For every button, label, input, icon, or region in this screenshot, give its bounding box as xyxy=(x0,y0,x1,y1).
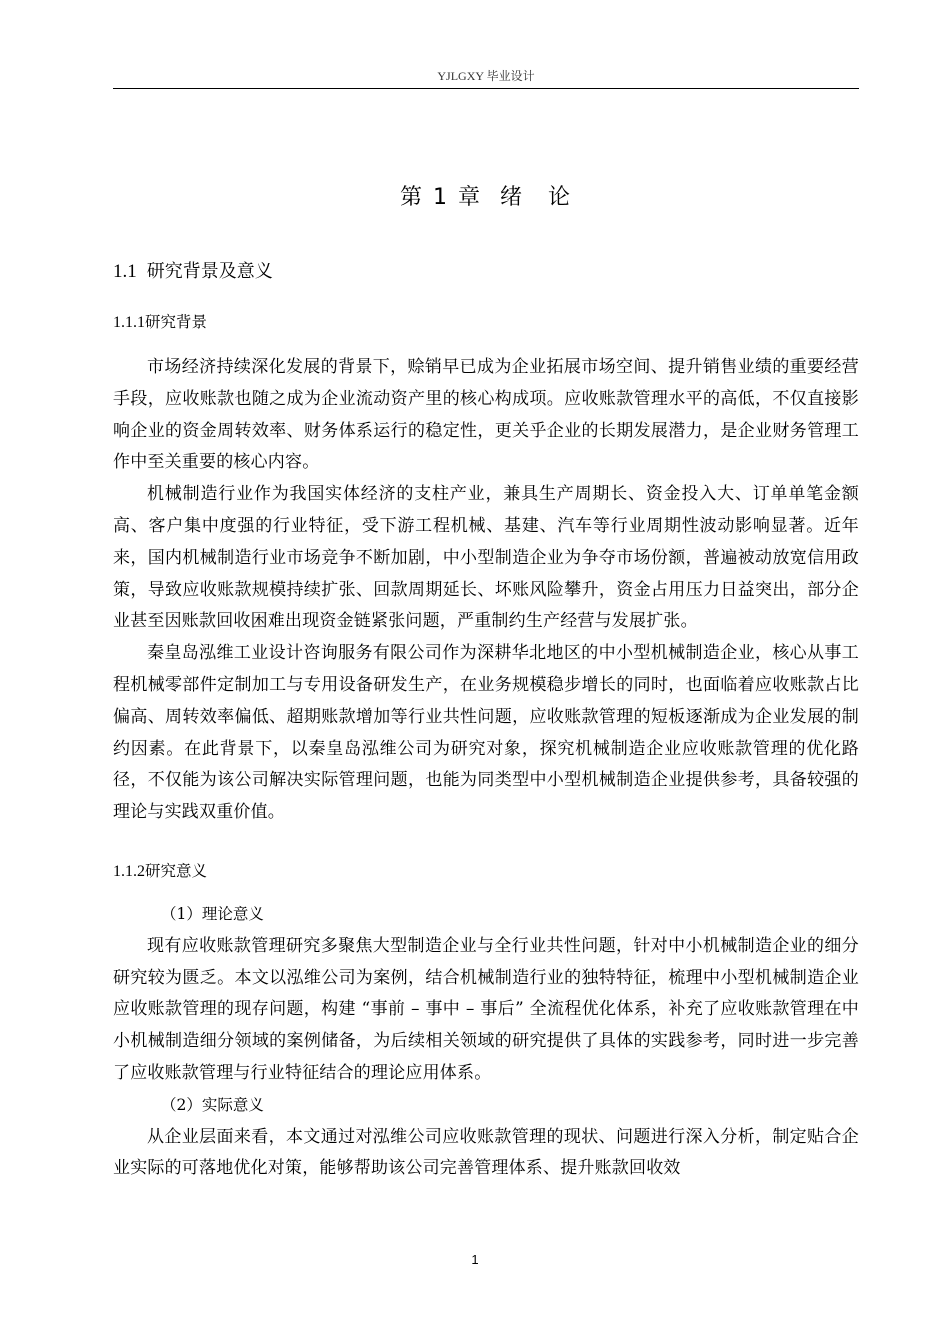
chapter-title xyxy=(113,176,859,226)
header-text: YJLGXY 毕业设计 xyxy=(437,69,535,83)
document-body xyxy=(113,170,859,1185)
paragraph: 从企业层面来看，本文通过对泓维公司应收账款管理的现状、问题进行深入分析，制定贴合企业实际的可落地优化对策，能够帮助该公司完善管理体系、提升账款回收效 xyxy=(113,1126,859,1179)
paragraph: 现有应收账款管理研究多聚焦大型制造企业与全行业共性问题，针对中小机械制造企业的细分研究较为匮乏。本文以泓维公司为案例，结合机械制造行业的独特特征，梳理中小型机械制造企业应收账款管理的现存问题，构建 “事前 – 事中 – 事后” 全流程优化体系，补充了应收账款管理在中小机械制造细分领域的案例储备，为后续相关领域的研究提供了具体的实践参考，同时进一步完善了应收账款管理与行业特征结合的理论应用体系。 xyxy=(113,935,859,1083)
subsection-title: 研究背景 xyxy=(145,313,208,331)
subsection-number: 1.1.2 xyxy=(113,862,145,880)
page-number: 1 xyxy=(471,1252,479,1267)
chapter-word-1: 绪 xyxy=(499,185,524,210)
section-title: 研究背景及意义 xyxy=(146,261,273,282)
subsection-number: 1.1.1 xyxy=(113,314,145,331)
subsection-title: 研究意义 xyxy=(145,861,208,880)
paragraph: 市场经济持续深化发展的背景下，赊销早已成为企业拓展市场空间、提升销售业绩的重要经营手段，应收账款也随之成为企业流动资产里的核心构成项。应收账款管理水平的高低，不仅直接影响企业的资金周转效率、财务体系运行的稳定性，更关乎企业的长期发展潜力，是企业财务管理工作中至关重要的核心内容。 xyxy=(113,357,859,473)
section-number: 1.1 xyxy=(113,261,137,282)
practice-label: （2）实际意义 xyxy=(161,1095,264,1114)
chapter-word-2: 论 xyxy=(547,185,572,210)
page-header xyxy=(113,66,859,89)
subsection-heading-1-1-2 xyxy=(113,851,859,891)
subsection-heading-1-1-1 xyxy=(113,302,859,342)
paragraph: 机械制造行业作为我国实体经济的支柱产业，兼具生产周期长、资金投入大、订单单笔金额高、客户集中度强的行业特征，受下游工程机械、基建、汽车等行业周期性波动影响显著。近年来，国内机械制造行业市场竞争不断加剧，中小型制造企业为争夺市场份额，普遍被动放宽信用政策，导致应收账款规模持续扩张、回款周期延长、坏账风险攀升，资金占用压力日益突出，部分企业甚至因账款回收困难出现资金链紧张问题，严重制约生产经营与发展扩张。 xyxy=(113,484,859,632)
theory-label: （1）理论意义 xyxy=(161,904,264,923)
paragraph: 秦皇岛泓维工业设计咨询服务有限公司作为深耕华北地区的中小型机械制造企业，核心从事工程机械零部件定制加工与专用设备研发生产，在业务规模稳步增长的同时，也面临着应收账款占比偏高、周转效率偏低、超期账款增加等行业共性问题，应收账款管理的短板逐渐成为企业发展的制约因素。在此背景下，以秦皇岛泓维公司为研究对象，探究机械制造企业应收账款管理的优化路径，不仅能为该公司解决实际管理问题，也能为同类型中小型机械制造企业提供参考，具备较强的理论与实践双重价值。 xyxy=(113,643,859,823)
section-heading-1-1 xyxy=(113,250,859,294)
chapter-prefix: 第 1 章 xyxy=(399,185,482,210)
